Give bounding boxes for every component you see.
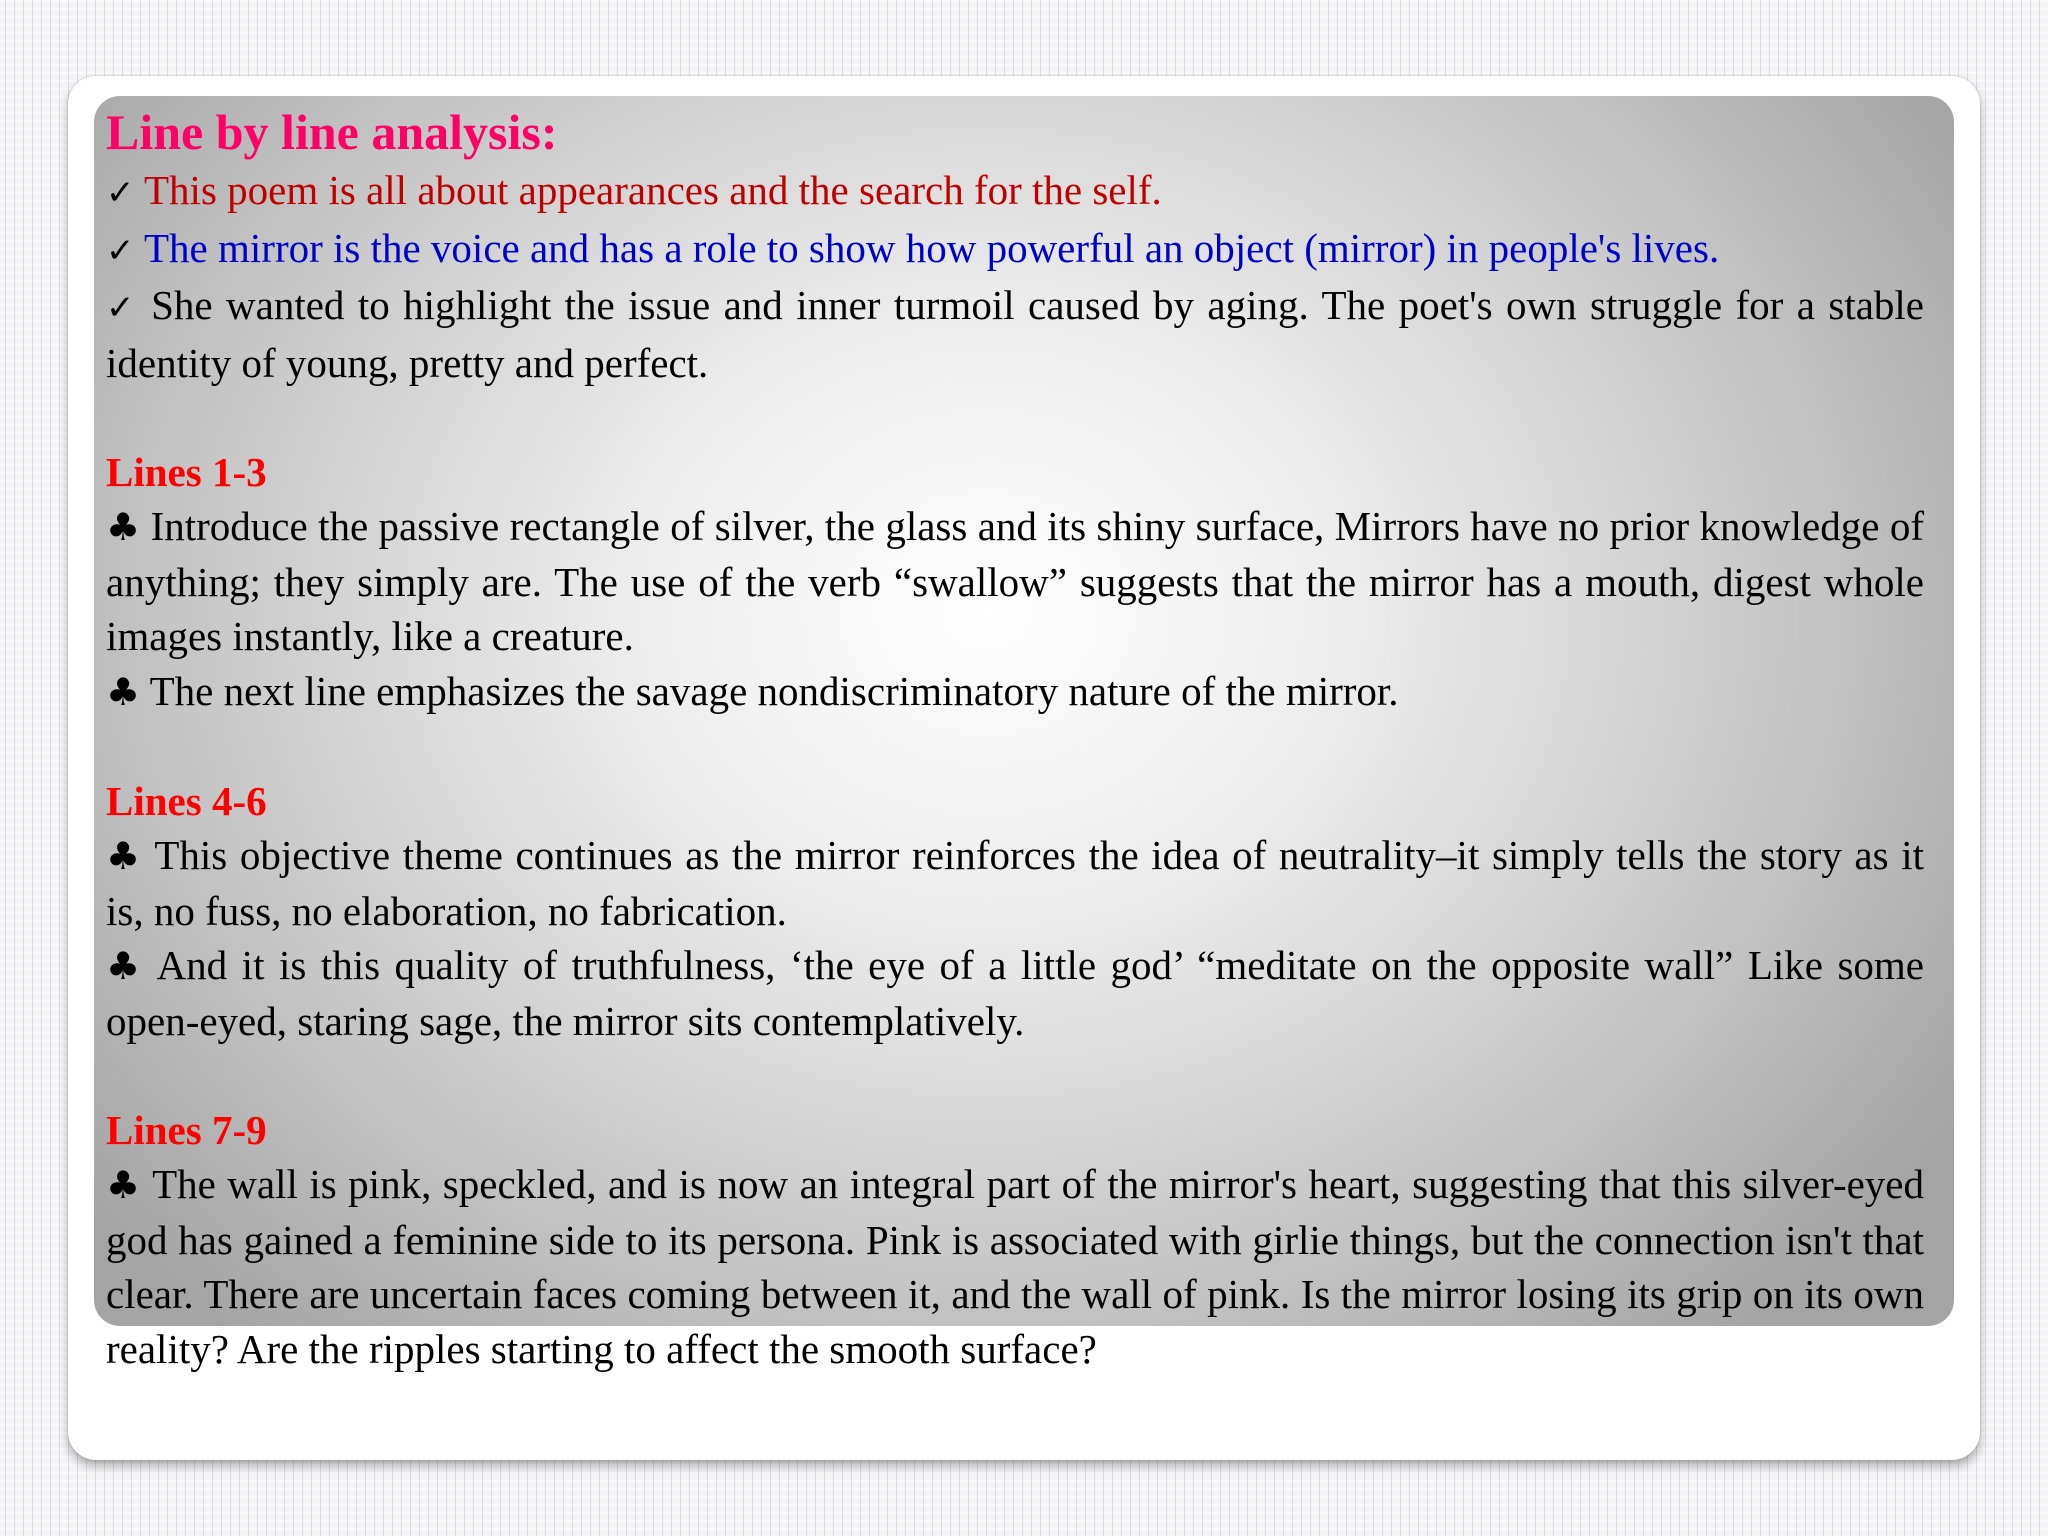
section-3-point-1-text: The wall is pink, speckled, and is now an integral part of the mirror's heart, suggesting that this silver-eyed god has gained a feminine side to its persona. Pink is associated with girlie things, but the connection isn't that clear. There are uncertain faces coming between it, and the wall of pink. Is the mirror losing its grip on its own reality? Are the ripples starting to affect the smooth surface? [106,1161,1924,1372]
section-1-point-1-text: Introduce the passive rectangle of silver, the glass and its shiny surface, Mirrors have no prior knowledge of anything; they simply are. The use of the verb “swallow” suggests that the mirror has a mouth, digest whole images instantly, like a creature. [106,503,1924,659]
section-2-point-2-text: And it is this quality of truthfulness, ‘the eye of a little god’ “meditate on the opposite wall” Like some open-eyed, staring sage, the mirror sits contemplatively. [106,942,1924,1044]
checkmark-icon: ✓ [106,288,138,328]
checkmark-icon: ✓ [106,230,135,271]
section-heading-lines-1-3: Lines 1-3 [106,448,267,495]
spacer [106,1048,1924,1103]
spacer [106,390,1924,445]
section-heading-lines-4-6: Lines 4-6 [106,777,267,824]
slide-content [106,101,1924,1376]
spacer [106,719,1924,774]
club-suit-icon: ♣ [106,669,141,714]
checkmark-icon: ✓ [106,173,135,213]
section-1-point-2 [106,664,1924,720]
section-1-point-2-text: The next line emphasizes the savage nondiscriminatory nature of the mirror. [149,667,1399,714]
intro-point-3 [106,278,1924,390]
section-2-point-1-text: This objective theme continues as the mirror reinforces the idea of neutrality–it simply tells the story as it is, no fuss, no elaboration, no fabrication. [106,832,1924,934]
section-2-point-1 [106,828,1924,938]
section-heading-lines-7-9: Lines 7-9 [106,1106,267,1153]
intro-text-1: This poem is all about appearances and the search for the self. [144,167,1162,213]
intro-point-2 [106,221,1924,279]
club-suit-icon: ♣ [106,505,141,549]
slide-title: Line by line analysis: [106,104,558,160]
section-2-point-2 [106,938,1924,1048]
club-suit-icon: ♣ [106,1163,142,1207]
club-suit-icon: ♣ [106,834,143,878]
club-suit-icon: ♣ [106,944,145,988]
intro-text-3: She wanted to highlight the issue and inner turmoil caused by aging. The poet's own struggle for a stable identity of young, pretty and perfect. [106,282,1924,386]
intro-point-1 [106,163,1924,221]
section-3-point-1 [106,1157,1924,1376]
section-1-point-1 [106,499,1924,664]
intro-text-2: The mirror is the voice and has a role to show how powerful an object (mirror) in people's lives. [144,224,1720,271]
